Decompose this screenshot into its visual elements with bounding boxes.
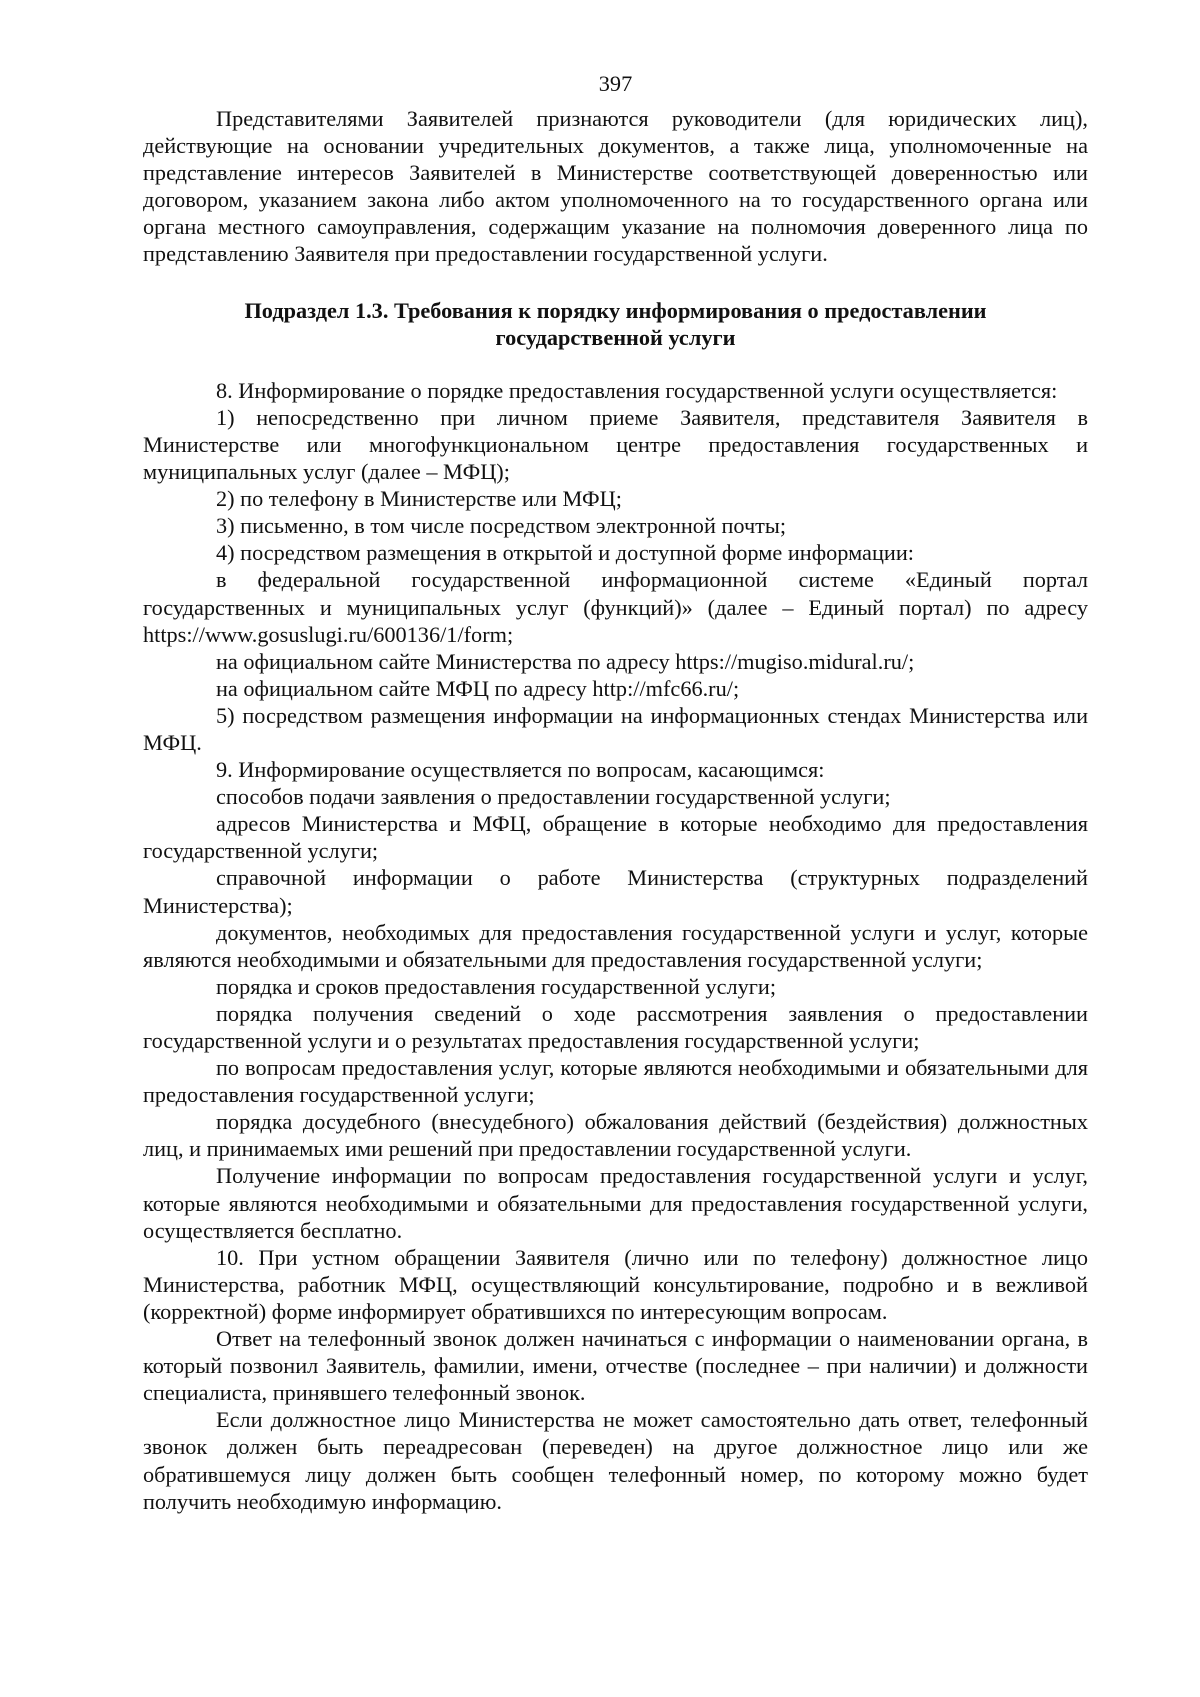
paragraph-8-item-1: 1) непосредственно при личном приеме Заявителя, представителя Заявителя в Министерстве или многофункциональном центре предоставления государственных и муниципальных услуг (далее – МФЦ);: [143, 404, 1088, 485]
paragraph-9-item-services: по вопросам предоставления услуг, которые являются необходимыми и обязательными для предоставления государственной услуги;: [143, 1055, 1088, 1108]
section-heading: [143, 297, 1088, 351]
page-number: 397: [598, 71, 633, 96]
paragraph-8: 8. Информирование о порядке предоставления государственной услуги осуществляется:: [216, 377, 1058, 403]
paragraph-redirect: Если должностное лицо Министерства не может самостоятельно дать ответ, телефонный звонок должен быть переадресован (переведен) на другое должностное лицо или же обратившемуся лицу должен быть сообщен телефонный номер, по которому можно будет получить необходимую информацию.: [143, 1407, 1088, 1514]
section-heading-line-2: государственной услуги: [495, 324, 736, 350]
paragraph-9-item-status: порядка получения сведений о ходе рассмотрения заявления о предоставлении государственной услуги и о результатах предоставления государственной услуги;: [143, 1000, 1088, 1053]
paragraph-8-item-4-mfc-site: на официальном сайте МФЦ по адресу http://mfc66.ru/;: [216, 675, 740, 701]
intro-paragraph: Представителями Заявителей признаются руководители (для юридических лиц), действующие на основании учредительных документов, а также лица, уполномоченные на представление интересов Заявителей в Министерстве соответствующей доверенностью или договором, указанием закона либо актом уполномоченного на то государственного органа или органа местного самоуправления, содержащим указание на полномочия доверенного лица по представлению Заявителя при предоставлении государственной услуги.: [143, 106, 1088, 267]
paragraph-10: 10. При устном обращении Заявителя (лично или по телефону) должностное лицо Министерства, работник МФЦ, осуществляющий консультирование, подробно и в вежливой (корректной) форме информирует обратившихся по интересующим вопросам.: [143, 1244, 1088, 1324]
paragraph-free-of-charge: Получение информации по вопросам предоставления государственной услуги и услуг, которые являются необходимыми и обязательными для предоставления государственной услуги, осуществляется бесплатно.: [143, 1163, 1088, 1243]
paragraph-8-item-3: 3) письменно, в том числе посредством электронной почты;: [216, 513, 787, 539]
paragraph-9-item-documents: документов, необходимых для предоставления государственной услуги и услуг, которые являются необходимыми и обязательными для предоставления государственной услуги;: [143, 919, 1088, 972]
paragraph-9-item-addresses: адресов Министерства и МФЦ, обращение в которые необходимо для предоставления государственной услуги;: [143, 811, 1088, 864]
paragraph-9-item-reference: справочной информации о работе Министерства (структурных подразделений Министерства);: [143, 865, 1088, 918]
paragraph-8-item-4: 4) посредством размещения в открытой и доступной форме информации:: [216, 540, 914, 566]
section-body: [143, 377, 1088, 1515]
paragraph-8-item-4-portal: в федеральной государственной информационной системе «Единый портал государственных и муниципальных услуг (функций)» (далее – Единый портал) по адресу https://www.gosuslugi.ru/600136/1/form;: [143, 567, 1088, 647]
section-heading-line-1: Подраздел 1.3. Требования к порядку информирования о предоставлении: [244, 297, 987, 323]
paragraph-9: 9. Информирование осуществляется по вопросам, касающимся:: [216, 757, 825, 783]
paragraph-8-item-5: 5) посредством размещения информации на информационных стендах Министерства или МФЦ.: [143, 702, 1088, 755]
paragraph-9-item-methods: способов подачи заявления о предоставлении государственной услуги;: [216, 784, 891, 810]
paragraph-8-item-2: 2) по телефону в Министерстве или МФЦ;: [216, 486, 622, 512]
paragraph-phone-answer: Ответ на телефонный звонок должен начинаться с информации о наименовании органа, в который позвонил Заявитель, фамилии, имени, отчестве (последнее – при наличии) и должности специалиста, принявшего телефонный звонок.: [143, 1326, 1088, 1406]
paragraph-8-item-4-ministry-site: на официальном сайте Министерства по адресу https://mugiso.midural.ru/;: [216, 648, 915, 674]
paragraph-9-item-terms: порядка и сроков предоставления государственной услуги;: [216, 973, 777, 999]
paragraph-9-item-appeal: порядка досудебного (внесудебного) обжалования действий (бездействия) должностных лиц, и принимаемых ими решений при предоставлении государственной услуги.: [143, 1109, 1088, 1162]
